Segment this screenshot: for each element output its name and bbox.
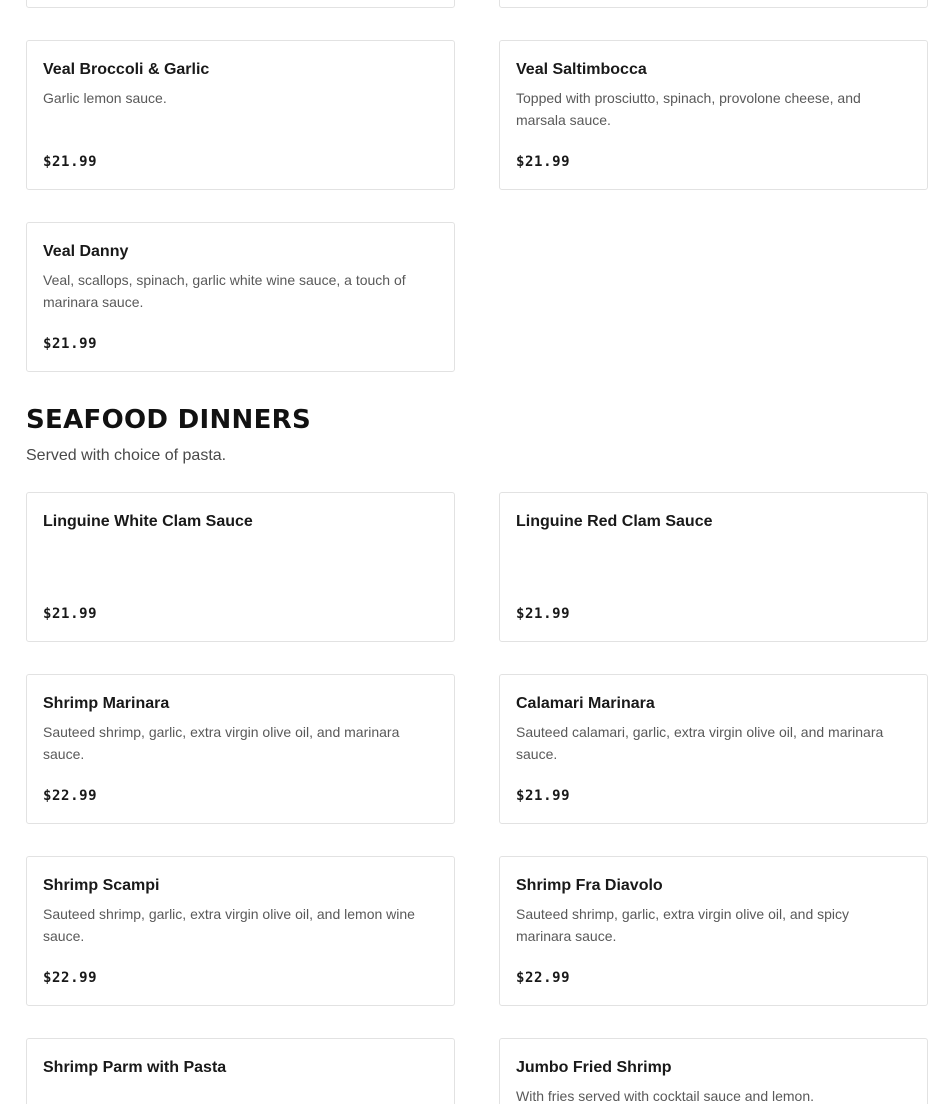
menu-item-name: Shrimp Scampi xyxy=(43,877,160,894)
menu-item-card[interactable] xyxy=(26,40,455,190)
menu-item-price: $21.99 xyxy=(43,154,98,170)
menu-item-description: Veal, scallops, spinach, garlic white wine sauce, a touch of marinara sauce. xyxy=(43,272,406,310)
menu-item-name: Shrimp Parm with Pasta xyxy=(43,1059,227,1076)
menu-item-name: Jumbo Fried Shrimp xyxy=(516,1059,672,1076)
menu-item-price: $21.99 xyxy=(43,336,98,352)
menu-item-card[interactable] xyxy=(499,674,928,824)
menu-item-description: With fries served with cocktail sauce and lemon. xyxy=(516,1088,815,1104)
menu-item-price: $21.99 xyxy=(516,606,571,622)
menu-item-card[interactable] xyxy=(499,492,928,642)
menu-item-name: Shrimp Fra Diavolo xyxy=(516,877,663,894)
menu-item-description: Garlic lemon sauce. xyxy=(43,90,167,106)
menu-item-name: Linguine Red Clam Sauce xyxy=(516,513,713,530)
menu-item-price: $21.99 xyxy=(516,154,571,170)
menu-item-price: $22.99 xyxy=(43,788,98,804)
menu-item-card[interactable] xyxy=(26,856,455,1006)
menu-item-card[interactable] xyxy=(499,1038,928,1104)
menu-item-price: $22.99 xyxy=(43,970,98,986)
menu-item-card-partial[interactable] xyxy=(26,0,455,8)
menu-item-card[interactable] xyxy=(26,222,455,372)
menu-item-card[interactable] xyxy=(26,492,455,642)
menu-item-description: Sauteed shrimp, garlic, extra virgin olive oil, and lemon wine sauce. xyxy=(43,906,415,944)
menu-item-description: Sauteed calamari, garlic, extra virgin olive oil, and marinara sauce. xyxy=(516,724,884,762)
menu-item-name: Veal Danny xyxy=(43,243,129,260)
menu-item-name: Veal Broccoli & Garlic xyxy=(43,61,210,78)
menu-item-description: Sauteed shrimp, garlic, extra virgin olive oil, and marinara sauce. xyxy=(43,724,400,762)
menu-item-price: $21.99 xyxy=(516,788,571,804)
menu-item-description: Sauteed shrimp, garlic, extra virgin olive oil, and spicy marinara sauce. xyxy=(516,906,850,944)
menu-item-name: Linguine White Clam Sauce xyxy=(43,513,253,530)
section-title: SEAFOOD DINNERS xyxy=(26,405,311,435)
menu-item-card[interactable] xyxy=(26,1038,455,1104)
menu-item-name: Calamari Marinara xyxy=(516,695,655,712)
menu-item-card[interactable] xyxy=(499,856,928,1006)
menu-item-name: Veal Saltimbocca xyxy=(516,61,647,78)
menu-item-description: Topped with prosciutto, spinach, provolone cheese, and marsala sauce. xyxy=(516,90,861,128)
menu-item-card[interactable] xyxy=(499,40,928,190)
section-subtitle: Served with choice of pasta. xyxy=(26,447,227,464)
menu-item-price: $21.99 xyxy=(43,606,98,622)
menu-item-card-partial[interactable] xyxy=(499,0,928,8)
menu-item-price: $22.99 xyxy=(516,970,571,986)
menu-item-card[interactable] xyxy=(26,674,455,824)
menu-item-name: Shrimp Marinara xyxy=(43,695,170,712)
